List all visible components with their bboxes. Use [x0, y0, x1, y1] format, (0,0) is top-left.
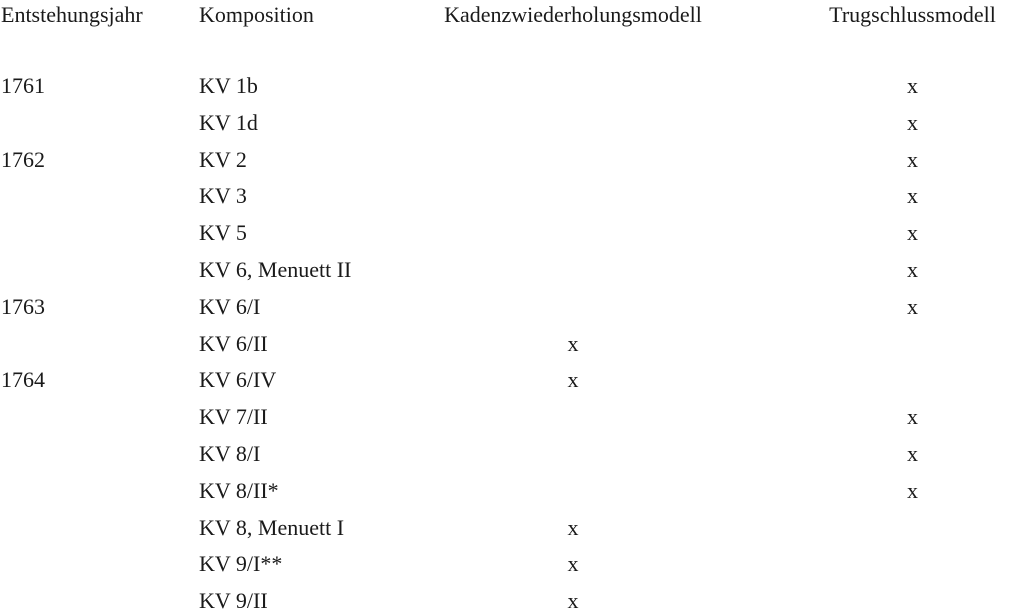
composition-cell: KV 8/II* — [199, 478, 279, 503]
kadenz-mark: x — [567, 588, 579, 613]
year-cell: 1761 — [1, 73, 45, 98]
kadenz-mark: x — [567, 331, 579, 356]
composition-cell: KV 6/I — [199, 294, 261, 319]
kadenz-mark — [420, 147, 726, 173]
composition-cell: KV 1b — [199, 73, 258, 98]
header-year: Entstehungsjahr — [1, 2, 143, 27]
header-trugschluss-model: Trugschlussmodell — [829, 2, 996, 27]
kadenz-mark — [420, 441, 726, 467]
composition-cell: KV 7/II — [199, 404, 268, 429]
trugschluss-mark — [816, 515, 1009, 541]
kadenz-mark — [420, 404, 726, 430]
trugschluss-mark: x — [907, 404, 918, 429]
year-cell: 1762 — [1, 147, 45, 172]
kadenz-mark — [420, 220, 726, 246]
trugschluss-mark: x — [907, 257, 918, 282]
kadenz-mark — [420, 478, 726, 504]
kadenz-mark: x — [567, 515, 579, 540]
trugschluss-mark — [816, 588, 1009, 614]
year-cell: 1763 — [1, 294, 45, 319]
kadenz-mark — [420, 257, 726, 283]
composition-cell: KV 2 — [199, 147, 247, 172]
composition-cell: KV 6/II — [199, 331, 268, 356]
composition-cell: KV 5 — [199, 220, 247, 245]
trugschluss-mark: x — [907, 294, 918, 319]
kadenz-mark — [420, 110, 726, 136]
trugschluss-mark: x — [907, 441, 918, 466]
trugschluss-mark: x — [907, 220, 918, 245]
trugschluss-mark: x — [907, 73, 918, 98]
kadenz-mark — [420, 294, 726, 320]
trugschluss-mark: x — [907, 110, 918, 135]
trugschluss-mark — [816, 367, 1009, 393]
trugschluss-mark — [816, 551, 1009, 577]
composition-cell: KV 6, Menuett II — [199, 257, 352, 282]
year-cell: 1764 — [1, 367, 45, 392]
kadenz-mark: x — [567, 551, 579, 576]
header-kadenz-model: Kadenzwiederholungsmodell — [444, 2, 702, 27]
kadenz-mark: x — [567, 367, 579, 392]
composition-cell: KV 8, Menuett I — [199, 515, 345, 540]
trugschluss-mark: x — [907, 147, 918, 172]
trugschluss-mark: x — [907, 478, 918, 503]
kadenz-mark — [420, 183, 726, 209]
composition-cell: KV 3 — [199, 183, 247, 208]
kadenz-mark — [420, 73, 726, 99]
composition-cell: KV 6/IV — [199, 367, 277, 392]
header-composition: Komposition — [199, 2, 314, 27]
trugschluss-mark — [816, 331, 1009, 357]
composition-cell: KV 9/I** — [199, 551, 283, 576]
composition-cell: KV 8/I — [199, 441, 261, 466]
composition-cell: KV 1d — [199, 110, 258, 135]
trugschluss-mark: x — [907, 183, 918, 208]
composition-cell: KV 9/II — [199, 588, 268, 613]
